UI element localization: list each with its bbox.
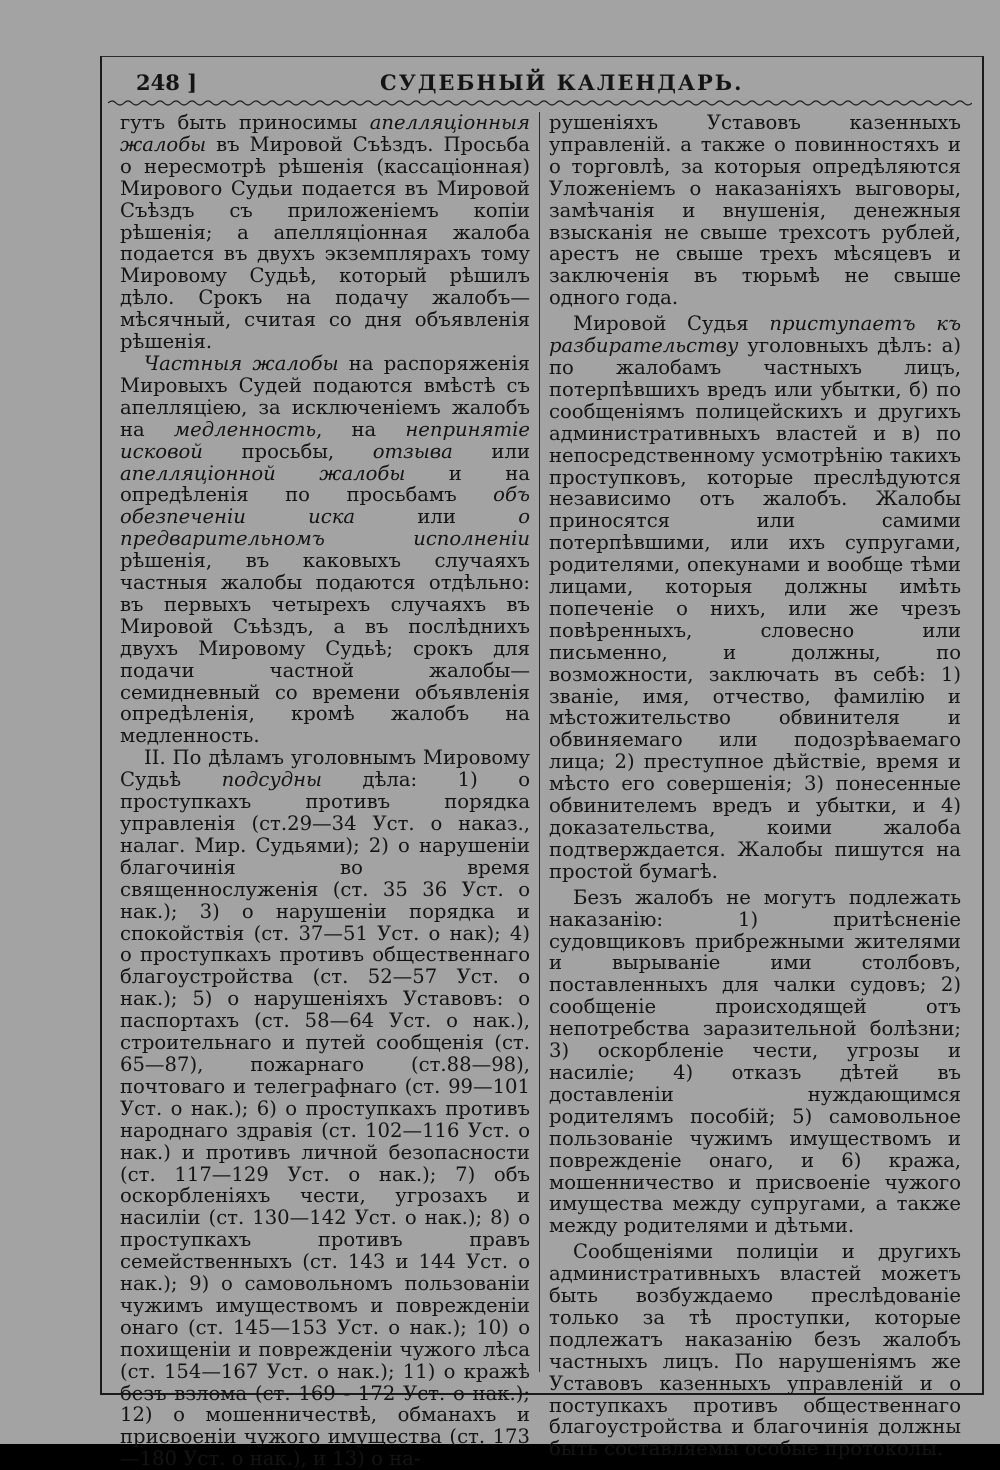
- italic-term: Частныя жалобы: [144, 351, 339, 375]
- running-title: СУДЕБНЫЙ КАЛЕНДАРЬ.: [380, 70, 744, 95]
- paragraph-appeals: гутъ быть приносимы апелляціонныя жалобы въ Мировой Съѣздъ. Просьба о нересмотрѣ рѣшенія (кассаціонная) Мирового Судьи подается въ Мировой Съѣздъ съ приложеніемъ копіи рѣшенія; а апелляціонная жалоба подается въ двухъ экземплярахъ тому Мировому Судьѣ, который рѣшилъ дѣло. Срокъ на подачу жалобъ—мѣсячный, считая со дня объявленія рѣшенія.: [120, 111, 530, 354]
- italic-term: апелляціонной жалобы: [120, 461, 406, 485]
- italic-term: подсудны: [221, 768, 323, 792]
- italic-term: непринятіе исковой: [120, 417, 530, 463]
- page-number: 248 ]: [136, 70, 198, 95]
- left-column: [120, 112, 530, 1470]
- italic-term: приступаетъ къ разбирательству: [549, 312, 961, 358]
- italic-term: отзыва: [372, 439, 453, 463]
- paragraph-private-complaints: Частныя жалобы на распоряженія Мировыхъ Судей подаются вмѣстѣ съ апелляціею, за исключеніемъ жалобъ на медленность, на непринятіе исковой просьбы, отзыва или апелляціонной жалобы и на опредѣленія по просьбамъ объ обезпеченіи иска или о предварительномъ исполненіи рѣшенія, въ каковыхъ случаяхъ частныя жалобы подаются отдѣльно: въ первыхъ четырехъ случаяхъ въ Мировой Съѣздъ, а въ послѣднихъ двухъ Мировому Судьѣ; срокъ для подачи частной жалобы—семидневный со времени объявленія опредѣленія, кромѣ жалобъ на медленность.: [120, 351, 531, 748]
- paragraph-continuation: рушеніяхъ Уставовъ казенныхъ управленій. а также о повинностяхъ и о торговлѣ, за которыя опредѣляются Уложеніемъ о наказаніяхъ выговоры, замѣчанія и внушенія, денежныя взысканія не свыше трехсотъ рублей, арестъ не свыше трехъ мѣсяцевъ и заключенія въ тюрьмѣ не свыше одного года.: [549, 111, 961, 310]
- italic-term: о предварительномъ исполненіи: [120, 505, 530, 551]
- wavy-header-rule: [108, 99, 972, 107]
- right-column: [549, 112, 961, 1460]
- paragraph-proceedings: Мировой Судья приступаетъ къ разбирательству уголовныхъ дѣлъ: а) по жалобамъ частныхъ лицъ, потерпѣвшихъ вредъ или убытки, б) по сообщеніямъ полицейскихъ и другихъ административныхъ властей и в) по непосредственному усмотрѣнію такихъ проступковъ, которые преслѣдуются независимо отъ жалобъ. Жалобы приносятся или самими потерпѣвшими, или ихъ супругами, родителями, опекунами и вообще тѣми лицами, которыя должны имѣть попеченіе о нихъ, или же чрезъ повѣренныхъ, словесно или письменно, и должны, по возможности, заключать въ себѣ: 1) званіе, имя, отчество, фамилію и мѣстожительство обвинителя и обвиняемаго или подозрѣваемаго лица; 2) преступное дѣйствіе, время и мѣсто его совершенія; 3) понесенные обвинителемъ вредъ и убытки, и 4) доказательства, коими жалоба подтверждается. Жалобы пишутся на простой бумагѣ.: [549, 312, 961, 883]
- italic-term: объ обезпеченіи иска: [120, 483, 530, 529]
- italic-term: апелляціонныя жалобы: [120, 111, 530, 156]
- paragraph-without-complaints: Безъ жалобъ не могутъ подлежать наказанію: 1) притѣсненіе судовщиковъ прибрежными жителями и вырываніе ими столбовъ, поставленныхъ для чалки судовъ; 2) сообщеніе происходящей отъ непотребства заразительной болѣзни; 3) оскорбленіе чести, угрозы и насиліе; 4) отказъ дѣтей въ доставленіи нуждающимся родителямъ пособій; 5) самовольное пользованіе чужимъ имуществомъ и поврежденіе онаго, и 6) кража, мошенничество и присвоеніе чужого имущества между супругами, а также между родителями и дѣтьми.: [549, 885, 961, 1238]
- column-divider: [539, 112, 540, 1372]
- paragraph-criminal-cases: II. По дѣламъ уголовнымъ Мировому Судьѣ подсудны дѣла: 1) о проступкахъ противъ порядка управленія (ст.29—34 Уст. о наказ., налаг. Мир. Судьями); 2) о нарушеніи благочинія во время священнослуженія (ст. 35 36 Уст. о нак.); 3) о нарушеніи порядка и спокойствія (ст. 37—51 Уст. о нак); 4) о проступкахъ противъ общественнаго благоустройства (ст. 52—57 Уст. о нак.); 5) о нарушеніяхъ Уставовъ: о паспортахъ (ст. 58—64 Уст. о нак.), строительнаго и путей сообщенія (ст. 65—87), пожарнаго (ст.88—98), почтоваго и телеграфнаго (ст. 99—101 Уст. о нак.); 6) о проступкахъ противъ народнаго здравія (ст. 102—116 Уст. о нак.) и противъ личной безопасности (ст. 117—129 Уст. о нак.); 7) объ оскорбленіяхъ чести, угрозахъ и насиліи (ст. 130—142 Уст. о нак.); 8) о проступкахъ противъ правъ семейственныхъ (ст. 143 и 144 Уст. о нак.); 9) о самовольномъ пользованіи чужимъ имуществомъ и поврежденіи онаго (ст. 145—153 Уст. о нак.); 10) о похищеніи и поврежденіи чужого лѣса (ст. 154—167 Уст. о нак.); 11) о кражѣ безъ взлома (ст. 169 - 172 Уст. о нак.); 12) о мошенничествѣ, обманахъ и присвоеніи чужого имущества (ст. 173—180 Уст. о нак.), и 13) о на-: [120, 746, 531, 1470]
- italic-term: медленность: [173, 417, 317, 441]
- paragraph-police-reports: Сообщеніями полиціи и другихъ административныхъ властей можетъ быть возбуждаемо преслѣдованіе только за тѣ проступки, которые подлежатъ наказанію безъ жалобъ частныхъ лицъ. По нарушеніямъ же Уставовъ казенныхъ управленій и о поступкахъ противъ общественнаго благоустройства и благочинія должны быть составляемы особые протоколы.: [549, 1240, 961, 1461]
